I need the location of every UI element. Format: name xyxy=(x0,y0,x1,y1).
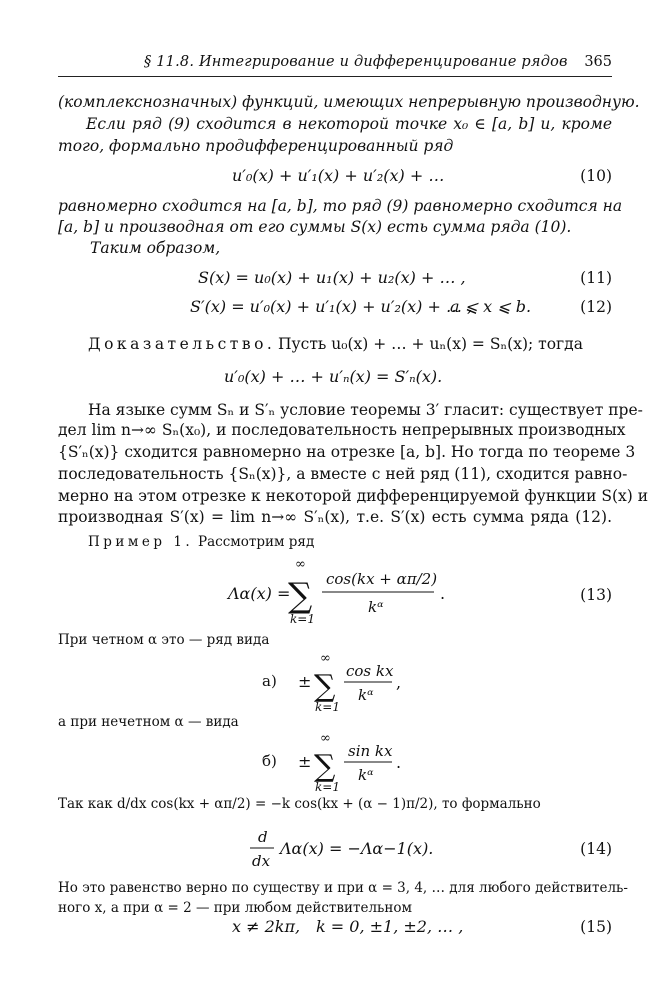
validity-line-1: Но это равенство верно по существу и при α = 3, 4, … для любого действитель- xyxy=(58,880,628,896)
equation-11: S(x) = u₀(x) + u₁(x) + u₂(x) + … , xyxy=(198,268,466,287)
equation-12-number: (12) xyxy=(580,298,612,316)
equation-10-number: (10) xyxy=(580,167,612,185)
validity-line-2: ного x, а при α = 2 — при любом действительном xyxy=(58,900,413,916)
theorem-line-6: Таким образом, xyxy=(90,239,221,257)
proof-line-2: дел lim n→∞ Sₙ(x₀), и последовательность непрерывных производных xyxy=(58,421,626,439)
case-a-numerator: cos kx xyxy=(346,662,394,680)
eq14-body: Λα(x) = −Λα−1(x). xyxy=(280,839,434,858)
equation-15-k-values: k = 0, ±1, ±2, … , xyxy=(316,917,464,936)
proof-line-3: {S′ₙ(x)} сходится равномерно на отрезке [a, b]. Но тогда по теореме 3 xyxy=(58,443,636,461)
case-b-sum-top: ∞ xyxy=(320,731,331,746)
case-b-sum-bottom: k=1 xyxy=(315,780,340,794)
proof-label: Доказательство. xyxy=(88,335,276,353)
eq14-dx: dx xyxy=(252,852,271,870)
eq13-tail: . xyxy=(440,584,446,603)
even-text: При четном α это — ряд вида xyxy=(58,632,270,648)
case-a-figure xyxy=(262,650,422,716)
case-a-sum-top: ∞ xyxy=(320,651,331,666)
theorem-line-5: [a, b] и производная от его суммы S(x) есть сумма ряда (10). xyxy=(58,218,572,236)
eq14-d: d xyxy=(258,828,268,846)
equation-13-figure xyxy=(150,552,530,632)
equation-15-number: (15) xyxy=(580,918,612,936)
case-b-figure xyxy=(262,730,422,796)
running-title: § 11.8. Интегрирование и дифференцирование рядов xyxy=(144,54,568,70)
equation-12-condition: a ⩽ x ⩽ b. xyxy=(450,297,532,316)
equation-proof: u′₀(x) + … + u′ₙ(x) = S′ₙ(x). xyxy=(224,367,443,386)
equation-14-figure xyxy=(244,826,434,872)
proof-line-4: последовательность {Sₙ(x)}, а вместе с ней ряд (11), сходится равно- xyxy=(58,465,628,483)
running-header xyxy=(58,52,612,77)
proof-line-5: мерно на этом отрезке к некоторой дифференцируемой функции S(x) и xyxy=(58,487,649,505)
case-b-denominator: kᵅ xyxy=(358,766,374,784)
theorem-line-4: равномерно сходится на [a, b], то ряд (9) равномерно сходится на xyxy=(58,197,623,215)
theorem-line-1: (комплекснозначных) функций, имеющих непрерывную производную. xyxy=(58,93,640,111)
odd-text: а при нечетном α — вида xyxy=(58,714,239,730)
eq13-lhs: Λα(x) = xyxy=(228,584,291,603)
example-label: Пример 1. xyxy=(88,534,194,550)
case-b-sum-symbol: ∑ xyxy=(314,749,336,784)
eq13-denominator: kᵅ xyxy=(368,598,384,616)
eq13-sum-top: ∞ xyxy=(295,557,306,572)
case-a-tail: , xyxy=(396,673,402,692)
equation-12: S′(x) = u′₀(x) + u′₁(x) + u′₂(x) + … , xyxy=(190,297,473,316)
equation-11-number: (11) xyxy=(580,269,612,287)
case-a-sum-bottom: k=1 xyxy=(315,700,340,714)
case-b-numerator: sin kx xyxy=(348,742,393,760)
eq13-sum-bottom: k=1 xyxy=(290,612,315,626)
proof-text: Пусть u₀(x) + … + uₙ(x) = Sₙ(x); тогда xyxy=(278,335,583,353)
case-a-denominator: kᵅ xyxy=(358,686,374,704)
case-b-tail: . xyxy=(396,753,402,772)
theorem-line-2: Если ряд (9) сходится в некоторой точке x₀ ∈ [a, b] и, кроме xyxy=(86,115,612,133)
equation-13-number: (13) xyxy=(580,586,612,604)
since-text: Так как d/dx cos(kx + απ/2) = −k cos(kx + (α − 1)π/2), то формально xyxy=(58,796,541,812)
equation-15: x ≠ 2kπ, xyxy=(232,917,301,936)
case-b-plus-minus: ± xyxy=(298,752,312,771)
case-b-label: б) xyxy=(262,752,277,770)
case-a-label: а) xyxy=(262,672,277,690)
equation-10: u′₀(x) + u′₁(x) + u′₂(x) + … xyxy=(232,166,445,185)
case-a-plus-minus: ± xyxy=(298,672,312,691)
example-text: Рассмотрим ряд xyxy=(198,534,315,550)
eq13-numerator: cos(kx + απ/2) xyxy=(326,570,438,588)
proof-line-6: производная S′(x) = lim n→∞ S′ₙ(x), т.е. S′(x) есть сумма ряда (12). xyxy=(58,508,612,526)
proof-line-1: На языке сумм Sₙ и S′ₙ условие теоремы 3′ гласит: существует пре- xyxy=(88,401,643,419)
page-number: 365 xyxy=(584,54,612,70)
theorem-line-3: того, формально продифференцированный ряд xyxy=(58,137,454,155)
case-a-sum-symbol: ∑ xyxy=(314,669,336,704)
eq13-sum-symbol: ∑ xyxy=(288,576,313,616)
equation-14-number: (14) xyxy=(580,840,612,858)
